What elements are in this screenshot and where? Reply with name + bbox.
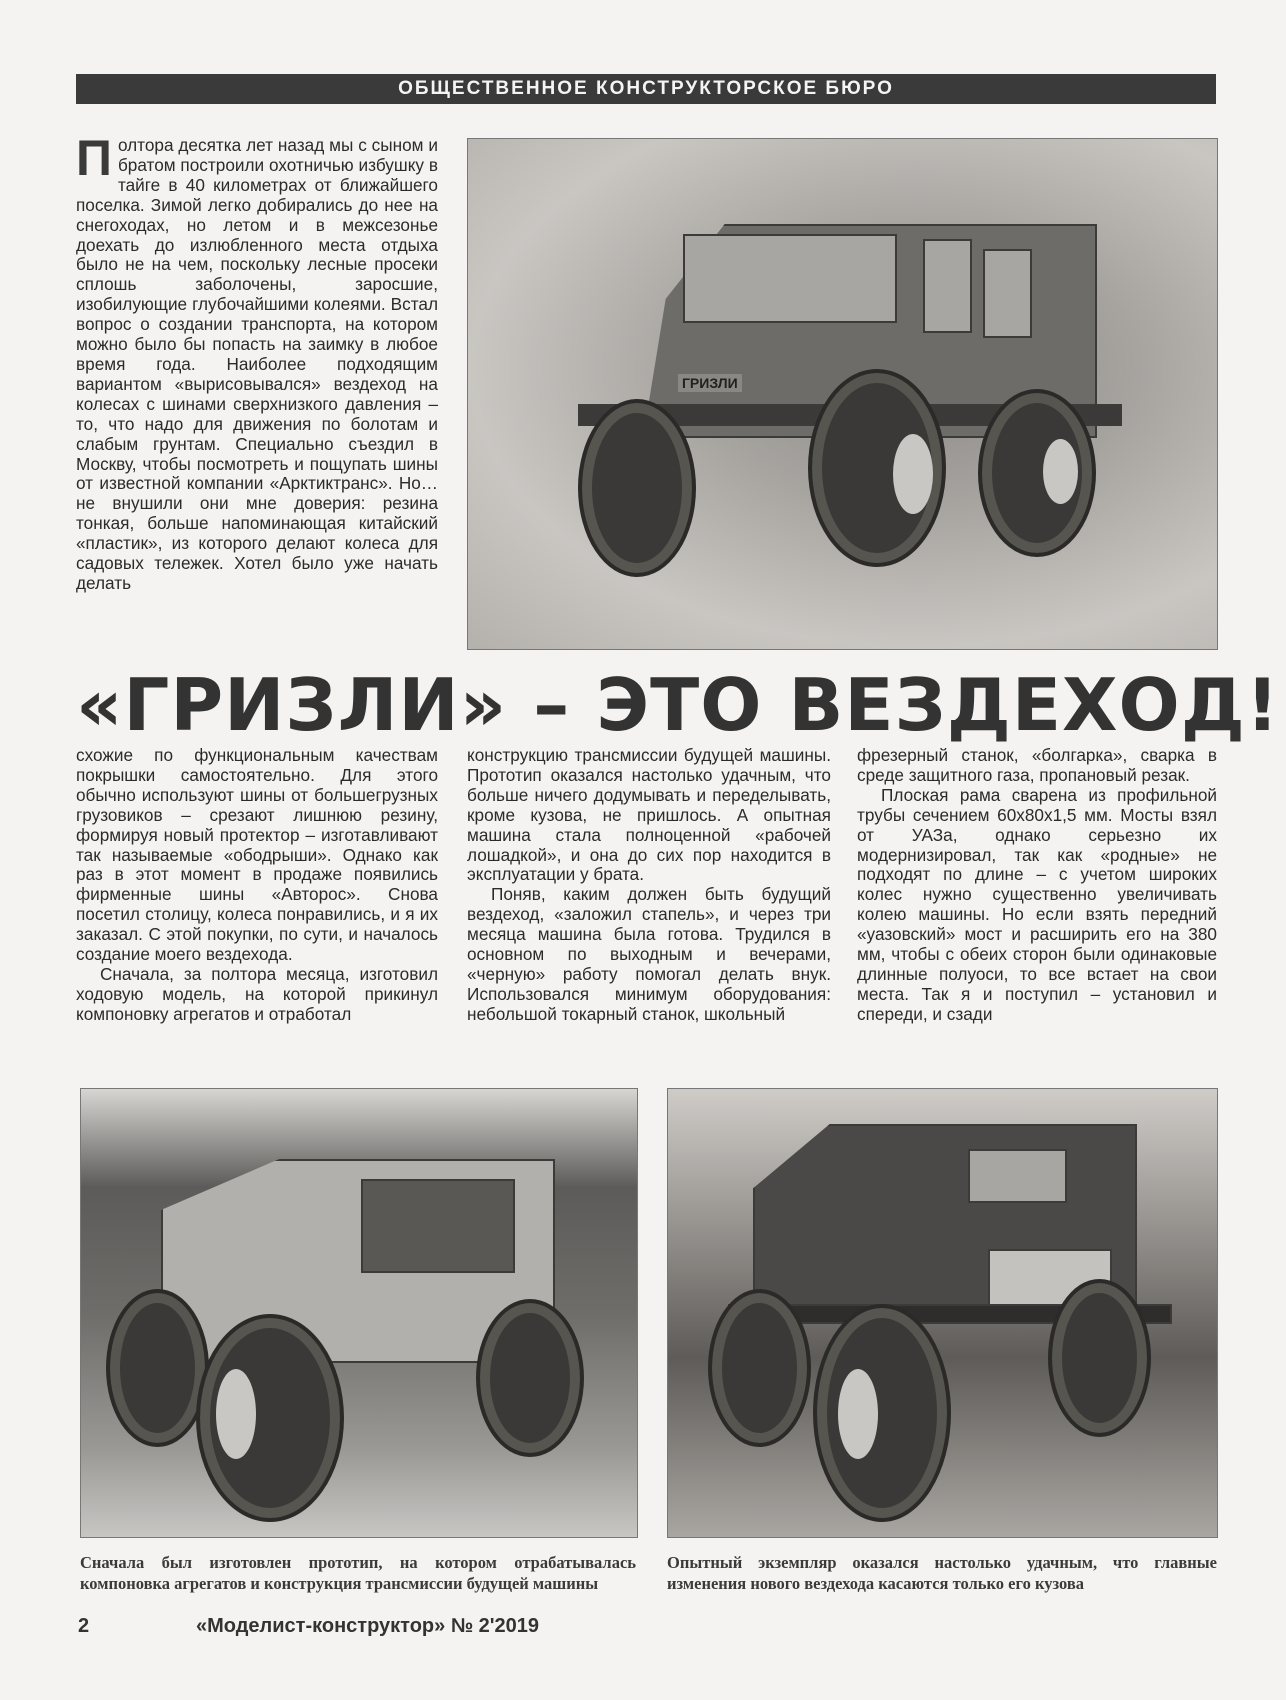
magazine-issue: «Моделист-конструктор» № 2'2019 (196, 1615, 540, 1637)
section-header (76, 74, 1216, 104)
paragraph: конструкцию трансмиссии будущей машины. Прототип оказался настолько удачным, что больше ничего додумывать и переделывать, кроме кузова, не пришлось. А опытная машина стала полноценной «рабочей лошадкой», и она до сих пор находится в эксплуатации у брата. (467, 745, 831, 885)
vehicle-illustration (81, 1089, 637, 1537)
paragraph: Поняв, каким должен быть будущий вездеход, «заложил стапель», и через три месяца машина была готова. Трудился в основном по выходным и вечерами, «черную» работу помогал делать внук. Использовался минимум оборудования: небольшой токарный станок, школьный (467, 884, 831, 1024)
license-plate: ГРИЗЛИ (678, 374, 742, 392)
page-number: 2 (78, 1615, 90, 1637)
photo-caption: Опытный экземпляр оказался настолько удачным, что главные изменения нового вездехода касаются только его кузова (667, 1553, 1217, 1593)
paragraph: фрезерный станок, «болгарка», сварка в среде защитного газа, пропановый резак. (857, 745, 1217, 785)
article-column-3 (857, 746, 1217, 1025)
article-column-1 (76, 746, 438, 1025)
article-headline: «ГРИЗЛИ» – ЭТО ВЕЗДЕХОД! (76, 663, 1280, 747)
prototype-photo (80, 1088, 638, 1538)
article-column-2 (467, 746, 831, 1025)
experimental-photo (667, 1088, 1218, 1538)
paragraph: Плоская рама сварена из профильной трубы сечением 60х80х1,5 мм. Мосты взял от УАЗа, однако серьезно их модернизировал, так как «родные» не подходят по длине – с учетом широких колес нужно существенно увеличивать колею машины. Но если взять передний «уазовский» мост и расширить его на 380 мм, чтобы с обеих сторон были одинаковые длинные полуоси, то все встает на свои места. Так я и поступил – установил и спереди, и сзади (857, 784, 1217, 1024)
intro-column (76, 130, 438, 594)
section-title: ОБЩЕСТВЕННОЕ КОНСТРУКТОРСКОЕ БЮРО (398, 78, 894, 99)
vehicle-illustration (668, 1089, 1217, 1537)
photo-caption: Сначала был изготовлен прототип, на котором отрабатывалась компоновка агрегатов и конструкция трансмиссии будущей машины (80, 1553, 636, 1593)
paragraph: Сначала, за полтора месяца, изготовил ходовую модель, на которой прикинул компоновку агрегатов и отработал (76, 963, 438, 1024)
drop-cap: П (76, 130, 112, 186)
vehicle-illustration (468, 139, 1217, 649)
intro-paragraph: олтора десятка лет назад мы с сыном и братом построили охотничью избушку в тайге в 40 километрах от ближайшего поселка. Зимой легко добирались до нее на снегоходах, но летом и в межсезонье доехать до излюбленного места отдыха было не на чем, поскольку лесные просеки сплошь заболочены, заросшие, изобилующие глубочайшими колеями. Встал вопрос о создании транспорта, на котором можно было бы попасть на заимку в любое время года. Наиболее подходящим вариантом «вырисовывался» вездеход на колесах с шинами сверхнизкого давления – то, что надо для движения по болотам и слабым грунтам. Специально съездил в Москву, чтобы посмотреть и пощупать шины от известной компании «Арктиктранс». Но… не внушили они мне доверия: резина тонкая, больше напоминающая китайский «пластик», из которого делают колеса для садовых тележек. Хотел было уже начать делать (76, 135, 438, 593)
main-photo (467, 138, 1218, 650)
paragraph: схожие по функциональным качествам покрышки самостоятельно. Для этого обычно используют шины от большегрузных грузовиков – срезают лишнюю резину, формируя новый протектор – изготавливают так называемые «ободрыши». Однако как раз в этот момент в продаже появились фирменные шины «Авторос». Снова посетил столицу, колеса понравились, и я их заказал. С этой покупки, по сути, и началось создание моего вездехода. (76, 745, 438, 965)
